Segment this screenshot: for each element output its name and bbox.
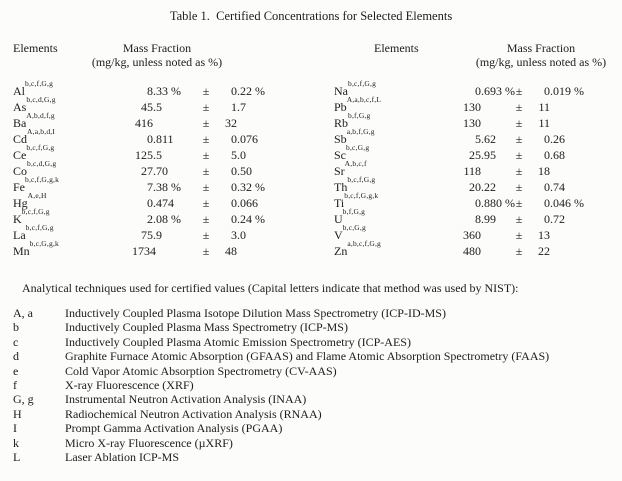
uncertainty-fraction: .74 bbox=[550, 180, 565, 194]
uncertainty-fraction: .019 % bbox=[550, 84, 584, 98]
method-superscript: b,f,G,g bbox=[348, 111, 371, 120]
value-fraction: .22 bbox=[481, 180, 496, 194]
method-superscript: b,c,f,G,g bbox=[25, 223, 54, 232]
element-symbol: $As^{b,c,d,G,g}$ bbox=[13, 95, 56, 114]
table-row bbox=[13, 79, 303, 100]
element-symbol: $U^{b,f,G,g}$ bbox=[334, 207, 366, 226]
value-fraction: .811 bbox=[153, 132, 174, 146]
element-symbol: $Ba^{A,b,d,f,g}$ bbox=[13, 111, 55, 130]
table-row bbox=[13, 191, 303, 212]
value-fraction: .99 bbox=[481, 212, 496, 226]
plus-minus-sign: ± bbox=[515, 132, 523, 146]
uncertainty-integer: 13 bbox=[538, 228, 550, 242]
value-integer: 0 bbox=[147, 132, 153, 146]
legend-row bbox=[13, 364, 549, 378]
method-superscript: a,b,f,G,g bbox=[346, 127, 375, 136]
table-row bbox=[334, 191, 622, 212]
element-symbol: $Th^{b,c,f,G,g}$ bbox=[334, 175, 376, 194]
uncertainty-integer: 11 bbox=[538, 100, 550, 114]
value-integer: 27 bbox=[141, 164, 153, 178]
table-row bbox=[13, 207, 303, 228]
method-code: I bbox=[13, 421, 17, 436]
method-superscript: b,c,f,G,g bbox=[347, 175, 376, 184]
value-integer: 2 bbox=[147, 212, 153, 226]
plus-minus-sign: ± bbox=[515, 196, 523, 210]
uncertainty-fraction: .68 bbox=[550, 148, 565, 162]
uncertainty-fraction: .50 bbox=[237, 164, 252, 178]
element-symbol: $Hg^{A,e,H}$ bbox=[13, 191, 47, 210]
uncertainty-integer: 0 bbox=[544, 84, 550, 98]
table-row bbox=[13, 111, 303, 132]
element-symbol: $Rb^{b,f,G,g}$ bbox=[334, 111, 371, 130]
method-code: b bbox=[13, 320, 19, 335]
method-description: X-ray Fluorescence (XRF) bbox=[65, 377, 194, 392]
method-superscript: b,c,d,G,g bbox=[26, 95, 56, 104]
method-description: Inductively Coupled Plasma Mass Spectrometry (ICP-MS) bbox=[65, 320, 348, 335]
method-superscript: b,c,d,G,g bbox=[27, 159, 57, 168]
uncertainty-fraction: .24 % bbox=[237, 212, 265, 226]
plus-minus-sign: ± bbox=[515, 148, 523, 162]
value-integer: 25 bbox=[469, 148, 481, 162]
method-superscript: A,b,c,f bbox=[344, 159, 367, 168]
uncertainty-integer: 0 bbox=[231, 164, 237, 178]
method-code: G, g bbox=[13, 392, 34, 407]
uncertainty-fraction: .7 bbox=[237, 100, 246, 114]
uncertainty-integer: 1 bbox=[231, 100, 237, 114]
element-symbol: $Fe^{b,c,f,G,g,k}$ bbox=[13, 175, 60, 194]
method-superscript: b,c,f,G,g bbox=[348, 79, 377, 88]
method-legend bbox=[13, 306, 549, 464]
table-row bbox=[13, 239, 303, 260]
uncertainty-fraction: .046 % bbox=[550, 196, 584, 210]
uncertainty-integer: 22 bbox=[538, 244, 550, 258]
method-superscript: b,c,f,G,g bbox=[26, 143, 55, 152]
element-table-left bbox=[13, 79, 303, 260]
plus-minus-sign: ± bbox=[202, 212, 210, 226]
element-symbol: $V^{b,c,G,g}$ bbox=[334, 223, 366, 242]
table-row bbox=[334, 239, 622, 260]
element-symbol: $Sb^{a,b,f,G,g}$ bbox=[334, 127, 375, 146]
uncertainty-integer: 0 bbox=[231, 196, 237, 210]
value-integer: 0 bbox=[475, 84, 481, 98]
method-superscript: A,a,b,d,I bbox=[27, 127, 56, 136]
plus-minus-sign: ± bbox=[202, 164, 210, 178]
value-integer: 1734 bbox=[132, 244, 156, 258]
value-fraction: .38 % bbox=[153, 180, 181, 194]
value-integer: 20 bbox=[469, 180, 481, 194]
element-symbol: $Ce^{b,c,f,G,g}$ bbox=[13, 143, 55, 162]
value-integer: 8 bbox=[475, 212, 481, 226]
legend-row bbox=[13, 349, 549, 363]
method-description: Laser Ablation ICP-MS bbox=[65, 449, 179, 464]
value-fraction: .5 bbox=[153, 100, 162, 114]
method-code: k bbox=[13, 435, 19, 450]
value-fraction: .9 bbox=[153, 228, 162, 242]
plus-minus-sign: ± bbox=[202, 180, 210, 194]
plus-minus-sign: ± bbox=[202, 196, 210, 210]
method-superscript: b,c,G,g bbox=[342, 223, 366, 232]
uncertainty-fraction: .066 bbox=[237, 196, 258, 210]
method-description: Cold Vapor Atomic Absorption Spectrometry (CV-AAS) bbox=[65, 363, 337, 378]
table-row bbox=[334, 159, 622, 180]
plus-minus-sign: ± bbox=[202, 116, 210, 130]
plus-minus-sign: ± bbox=[515, 116, 523, 130]
elements-header-right: Elements bbox=[374, 41, 419, 55]
table-row bbox=[334, 143, 622, 164]
element-symbol: $La^{b,c,f,G,g}$ bbox=[13, 223, 54, 242]
value-fraction: .62 bbox=[481, 132, 496, 146]
uncertainty-fraction: .22 % bbox=[237, 84, 265, 98]
element-symbol: $Sc^{b,c,G,g}$ bbox=[334, 143, 370, 162]
element-symbol: $Na^{b,c,f,G,g}$ bbox=[334, 79, 377, 98]
method-description: Radiochemical Neutron Activation Analysis (RNAA) bbox=[65, 406, 322, 421]
uncertainty-integer: 0 bbox=[544, 180, 550, 194]
mass-fraction-unit: (mg/kg, unless noted as %) bbox=[91, 55, 223, 69]
table-row bbox=[13, 175, 303, 196]
method-description: Inductively Coupled Plasma Isotope Dilution Mass Spectrometry (ICP-ID-MS) bbox=[65, 306, 446, 320]
uncertainty-fraction: .0 bbox=[237, 148, 246, 162]
value-integer: 5 bbox=[475, 132, 481, 146]
value-integer: 75 bbox=[141, 228, 153, 242]
mass-fraction-unit: (mg/kg, unless noted as %) bbox=[475, 55, 607, 69]
value-integer: 8 bbox=[147, 84, 153, 98]
legend-row bbox=[13, 450, 549, 464]
method-code: A, a bbox=[13, 306, 33, 320]
mass-fraction-header-left bbox=[47, 41, 267, 69]
plus-minus-sign: ± bbox=[202, 132, 210, 146]
method-superscript: a,b,c,f,G,g bbox=[347, 239, 381, 248]
uncertainty-integer: 0 bbox=[231, 180, 237, 194]
uncertainty-integer: 0 bbox=[544, 196, 550, 210]
method-superscript: b,c,f,G,g bbox=[21, 207, 50, 216]
table-row bbox=[13, 143, 303, 164]
mass-fraction-label: Mass Fraction bbox=[506, 41, 576, 55]
uncertainty-integer: 11 bbox=[538, 116, 550, 130]
value-fraction: .880 % bbox=[481, 196, 515, 210]
element-symbol: $Pb^{A,a,b,c,f,L}$ bbox=[334, 95, 382, 114]
value-fraction: .5 bbox=[153, 148, 162, 162]
uncertainty-integer: 0 bbox=[231, 84, 237, 98]
value-fraction: .08 % bbox=[153, 212, 181, 226]
plus-minus-sign: ± bbox=[515, 244, 523, 258]
method-superscript: b,c,f,G,g,k bbox=[25, 175, 60, 184]
legend-row bbox=[13, 335, 549, 349]
legend-row bbox=[13, 421, 549, 435]
legend-row bbox=[13, 436, 549, 450]
value-integer: 0 bbox=[147, 196, 153, 210]
element-symbol: $Zn^{a,b,c,f,G,g}$ bbox=[334, 239, 381, 258]
method-description: Micro X-ray Fluorescence (µXRF) bbox=[65, 435, 233, 450]
uncertainty-integer: 0 bbox=[231, 212, 237, 226]
table-row bbox=[13, 95, 303, 116]
plus-minus-sign: ± bbox=[515, 100, 523, 114]
method-description: Prompt Gamma Activation Analysis (PGAA) bbox=[65, 421, 283, 436]
element-table-right bbox=[334, 79, 622, 260]
uncertainty-integer: 5 bbox=[231, 148, 237, 162]
legend-row bbox=[13, 392, 549, 406]
table-row bbox=[13, 127, 303, 148]
method-superscript: b,c,G,g,k bbox=[29, 239, 59, 248]
method-superscript: b,f,G,g bbox=[342, 207, 366, 216]
table-row bbox=[334, 127, 622, 148]
plus-minus-sign: ± bbox=[202, 84, 210, 98]
method-description: Instrumental Neutron Activation Analysis (INAA) bbox=[65, 392, 307, 407]
method-description: Graphite Furnace Atomic Absorption (GFAAS) and Flame Atomic Absorption Spectrometry (FAAS) bbox=[65, 349, 550, 364]
plus-minus-sign: ± bbox=[515, 164, 523, 178]
table-row bbox=[334, 95, 622, 116]
value-integer: 130 bbox=[463, 116, 481, 130]
element-symbol: $Sr^{A,b,c,f}$ bbox=[334, 159, 367, 178]
method-superscript: A,b,d,f,g bbox=[26, 111, 55, 120]
element-symbol: $Al^{b,c,f,G,g}$ bbox=[13, 79, 54, 98]
method-superscript: b,c,f,G,g,k bbox=[344, 191, 379, 200]
uncertainty-integer: 48 bbox=[225, 244, 237, 258]
legend-row bbox=[13, 320, 549, 334]
method-description: Inductively Coupled Plasma Atomic Emission Spectrometry (ICP-AES) bbox=[65, 334, 411, 349]
element-symbol: $Cd^{A,a,b,d,I}$ bbox=[13, 127, 56, 146]
value-integer: 480 bbox=[463, 244, 481, 258]
table-row bbox=[334, 207, 622, 228]
legend-row bbox=[13, 378, 549, 392]
legend-row bbox=[13, 407, 549, 421]
method-code: H bbox=[13, 406, 22, 421]
value-integer: 416 bbox=[135, 116, 153, 130]
element-symbol: $Ti^{b,c,f,G,g,k}$ bbox=[334, 191, 379, 210]
uncertainty-integer: 32 bbox=[225, 116, 237, 130]
value-fraction: .95 bbox=[481, 148, 496, 162]
mass-fraction-label: Mass Fraction bbox=[122, 41, 192, 55]
legend-intro: Analytical techniques used for certified values (Capital letters indicate that method was used by NIST): bbox=[22, 281, 519, 295]
value-integer: 7 bbox=[147, 180, 153, 194]
plus-minus-sign: ± bbox=[515, 228, 523, 242]
uncertainty-integer: 3 bbox=[231, 228, 237, 242]
value-fraction: .474 bbox=[153, 196, 174, 210]
value-fraction: .693 % bbox=[481, 84, 515, 98]
table-title: Table 1. Certified Concentrations for Selected Elements bbox=[169, 9, 453, 23]
uncertainty-fraction: .32 % bbox=[237, 180, 265, 194]
uncertainty-fraction: .076 bbox=[237, 132, 258, 146]
uncertainty-fraction: .0 bbox=[237, 228, 246, 242]
plus-minus-sign: ± bbox=[202, 148, 210, 162]
method-superscript: A,e,H bbox=[27, 191, 47, 200]
value-integer: 360 bbox=[463, 228, 481, 242]
value-fraction: .33 % bbox=[153, 84, 181, 98]
value-fraction: .70 bbox=[153, 164, 168, 178]
table-row bbox=[334, 111, 622, 132]
value-integer: 125 bbox=[135, 148, 153, 162]
value-integer: 45 bbox=[141, 100, 153, 114]
method-code: f bbox=[13, 377, 17, 392]
plus-minus-sign: ± bbox=[515, 84, 523, 98]
plus-minus-sign: ± bbox=[202, 228, 210, 242]
legend-row bbox=[13, 306, 549, 320]
uncertainty-integer: 0 bbox=[544, 132, 550, 146]
uncertainty-integer: 0 bbox=[544, 212, 550, 226]
method-superscript: b,c,G,g bbox=[346, 143, 370, 152]
uncertainty-fraction: .72 bbox=[550, 212, 565, 226]
uncertainty-integer: 0 bbox=[231, 132, 237, 146]
uncertainty-integer: 18 bbox=[538, 164, 550, 178]
plus-minus-sign: ± bbox=[202, 100, 210, 114]
method-superscript: b,c,f,G,g bbox=[25, 79, 54, 88]
value-integer: 118 bbox=[463, 164, 481, 178]
method-code: d bbox=[13, 349, 19, 364]
plus-minus-sign: ± bbox=[515, 212, 523, 226]
element-symbol: $Co^{b,c,d,G,g}$ bbox=[13, 159, 57, 178]
method-code: c bbox=[13, 334, 19, 349]
value-integer: 130 bbox=[463, 100, 481, 114]
method-superscript: A,a,b,c,f,L bbox=[346, 95, 382, 104]
method-code: L bbox=[13, 449, 21, 464]
plus-minus-sign: ± bbox=[515, 180, 523, 194]
value-integer: 0 bbox=[475, 196, 481, 210]
element-symbol: $Mn^{b,c,G,g,k}$ bbox=[13, 239, 59, 258]
uncertainty-integer: 0 bbox=[544, 148, 550, 162]
elements-header-left: Elements bbox=[13, 41, 58, 55]
plus-minus-sign: ± bbox=[202, 244, 210, 258]
mass-fraction-header-right bbox=[436, 41, 622, 69]
uncertainty-fraction: .26 bbox=[550, 132, 565, 146]
element-symbol: $K^{b,c,f,G,g}$ bbox=[13, 207, 50, 226]
method-code: e bbox=[13, 363, 19, 378]
